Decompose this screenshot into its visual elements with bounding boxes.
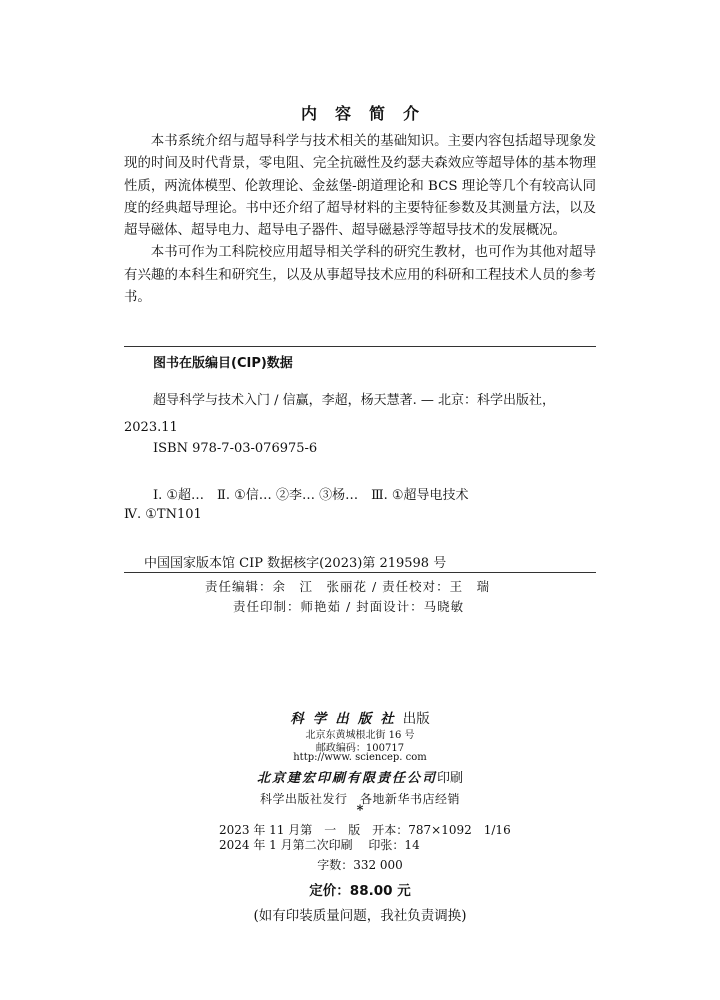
publisher-website: http://www. sciencep. com xyxy=(293,752,427,763)
publisher-address: 北京东黄城根北街 16 号 xyxy=(305,730,415,741)
cip-classification-2: Ⅳ. ①TN101 xyxy=(124,507,202,522)
quality-notice: (如有印装质量问题，我社负责调换) xyxy=(253,908,467,924)
printer-line xyxy=(0,767,720,786)
abstract xyxy=(124,131,596,309)
publisher-postcode: 邮政编码：100717 xyxy=(315,743,405,754)
cip-bottom-rule xyxy=(124,572,596,573)
edition-line-1: 2023 年 11 月第 一 版 开本：787×1092 1/16 xyxy=(219,823,511,837)
section-title: 内容简介 xyxy=(300,104,437,123)
distribution-line: 科学出版社发行 各地新华书店经销 xyxy=(259,792,460,806)
cip-library-record: 中国国家版本馆 CIP 数据核字(2023)第 219598 号 xyxy=(144,556,447,571)
abstract-paragraph-2: 本书可作为工科院校应用超导相关学科的研究生教材，也可作为其他对超导有兴趣的本科生和研究生，以及从事超导技术应用的科研和工程技术人员的参考书。 xyxy=(124,245,596,306)
publisher-name: 科学出版社 xyxy=(290,711,403,727)
publisher-line xyxy=(0,707,720,727)
cip-isbn: ISBN 978-7-03-076975-6 xyxy=(153,441,318,456)
abstract-paragraph-1: 本书系统介绍与超导科学与技术相关的基础知识。主要内容包括超导现象发现的时间及时代背景，零电阻、完全抗磁性及约瑟夫森效应等超导体的基本物理性质，两流体模型、伦敦理论、金兹堡-朗道理论和 BCS 理论等几个有较高认同度的经典超导理论。书中还介绍了超导材料的主要特征参数及其测量方法，以及超导磁体、超导电力、超导电子器件、超导磁悬浮等超导技术的发展概况。 xyxy=(124,134,596,239)
price: 定价：88.00 元 xyxy=(309,883,411,899)
edition-line-2: 2024 年 1 月第二次印刷 印张：14 xyxy=(219,838,420,852)
separator-star: * xyxy=(356,803,364,818)
printer-suffix: 印刷 xyxy=(437,771,464,786)
word-count: 字数：332 000 xyxy=(317,858,403,872)
printer-name: 北京建宏印刷有限责任公司 xyxy=(256,771,437,786)
staff-production: 责任印制：师艳茹 / 封面设计：马晓敏 xyxy=(233,599,465,614)
staff-editors: 责任编辑：余 江 张丽花 / 责任校对：王 瑞 xyxy=(205,579,491,594)
cip-top-rule xyxy=(124,346,596,347)
publisher-suffix: 出版 xyxy=(402,711,430,727)
cip-description: 超导科学与技术入门 / 信赢，李超，杨天慧著. — 北京：科学出版社，2023.11 xyxy=(124,393,556,435)
cip-heading: 图书在版编目(CIP)数据 xyxy=(153,356,293,371)
cip-classification-1: Ⅰ. ①超… Ⅱ. ①信… ②李… ③杨… Ⅲ. ①超导电技术 xyxy=(153,488,469,503)
